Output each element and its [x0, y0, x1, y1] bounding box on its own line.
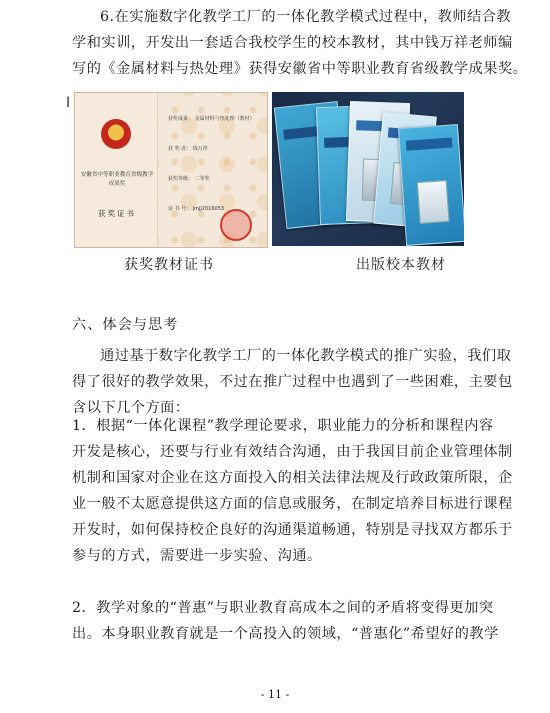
award-certificate-image — [74, 92, 268, 248]
certificate-title: 获奖证书 — [98, 209, 136, 218]
certificate-field: 证 书 号： jmjj2016053 — [168, 206, 225, 212]
paragraph-textbook-development — [72, 4, 528, 82]
caption-textbooks: 出版校本教材 — [356, 257, 446, 273]
national-emblem-icon — [101, 119, 131, 149]
paragraph-intro — [72, 343, 513, 421]
text-line: 开发时，如何保持校企良好的沟通渠道畅通，特别是寻找双方都乐于 — [72, 522, 513, 538]
text-line: 2．教学对象的“普惠”与职业教育高成本之间的矛盾将变得更加突 — [72, 600, 494, 616]
text-line: 开发是核心，还要与行业有效结合沟通，由于我国目前企业管理体制 — [72, 444, 513, 460]
published-textbooks-image — [272, 92, 464, 246]
text-line: 含以下几个方面： — [72, 400, 190, 416]
text-cursor-icon: I — [66, 95, 71, 111]
certificate-field: 获奖等级： 二等奖 — [168, 176, 210, 182]
certificate-cover — [75, 93, 158, 247]
text-line: 出。本身职业教育就是一个高投入的领域，“普惠化”希望好的教学 — [72, 626, 499, 642]
text-line: 参与的方式，需要进一步实验、沟通。 — [72, 548, 322, 564]
text-line: 通过基于数字化教学工厂的一体化教学模式的推广实验，我们取 — [100, 348, 512, 364]
certificate-inner-page — [158, 93, 267, 247]
textbook-cover — [398, 124, 464, 246]
text-line: 机制和国家对企业在这方面投入的相关法律法规及行政政策所限，企 — [72, 470, 513, 486]
section-heading: 六、体会与思考 — [72, 317, 179, 333]
text-line: 得了很好的教学效果，不过在推广过程中也遇到了一些困难，主要包 — [72, 374, 513, 390]
text-line: 学和实训，开发出一套适合我校学生的校本教材，其中钱万祥老师编 — [72, 35, 513, 51]
text-line: 6.在实施数字化教学工厂的一体化教学模式过程中，教师结合教 — [100, 9, 512, 25]
red-seal-icon — [220, 209, 252, 241]
paragraph-point-1 — [72, 413, 513, 569]
certificate-field: 获 奖 者： 钱万祥 — [168, 146, 208, 152]
text-line: 业一般不太愿意提供这方面的信息或服务，在制定培养目标进行课程 — [72, 496, 513, 512]
text-line: 写的《金属材料与热处理》获得安徽省中等职业教育省级教学成果奖。 — [72, 61, 528, 77]
paragraph-point-2 — [72, 595, 499, 647]
text-line: 1．根据“一体化课程”教学理论要求，职业能力的分析和课程内容 — [72, 418, 494, 434]
caption-certificate: 获奖教材证书 — [124, 257, 214, 273]
certificate-org-text: 安徽省中等职业教育省级教学成果奖 — [80, 172, 154, 187]
certificate-field: 获奖成果： 金属材料与热处理（教材） — [168, 116, 255, 122]
page-number: - 11 - — [260, 688, 290, 701]
